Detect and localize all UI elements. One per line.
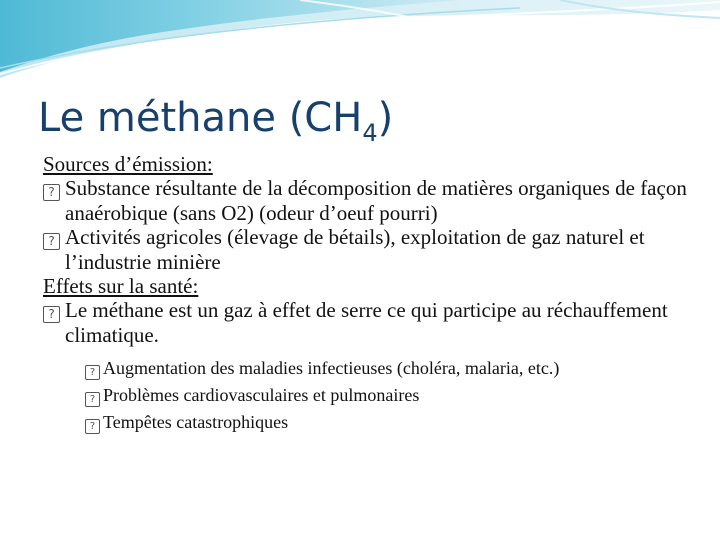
title-close-paren: ) [377,95,394,141]
missing-glyph-bullet-icon: ? [43,306,60,323]
bullet-text: Substance résultante de la décomposition de matières organiques de façon anaérobique (sans O2) (odeur d’oeuf pourri) [65,176,687,225]
missing-glyph-bullet-icon: ? [85,392,100,407]
bullet-item [43,298,703,347]
title-text: Le méthane (CH [38,95,363,141]
sub-bullet-item [85,384,703,407]
missing-glyph-bullet-icon: ? [85,365,100,380]
sub-bullet-text: Tempêtes catastrophiques [103,412,289,432]
sub-bullet-item [85,411,703,434]
missing-glyph-bullet-icon: ? [43,184,60,201]
sub-bullet-text: Augmentation des maladies infectieuses (choléra, malaria, etc.) [103,358,560,378]
section-heading-effects: Effets sur la santé: [43,274,199,298]
sub-bullet-item [85,357,703,380]
slide-body [43,152,703,434]
bullet-item [43,176,703,225]
title-subscript: 4 [362,119,378,147]
bullet-text: Le méthane est un gaz à effet de serre ce qui participe au réchauffement climatique. [65,298,668,347]
section-heading-sources: Sources d’émission: [43,152,213,176]
bullet-text: Activités agricoles (élevage de bétails), exploitation de gaz naturel et l’industrie minière [65,225,645,274]
bullet-item [43,225,703,274]
missing-glyph-bullet-icon: ? [43,233,60,250]
spacer [43,347,703,357]
decorative-wave-banner [0,0,720,80]
sub-bullet-text: Problèmes cardiovasculaires et pulmonaires [103,385,420,405]
missing-glyph-bullet-icon: ? [85,419,100,434]
